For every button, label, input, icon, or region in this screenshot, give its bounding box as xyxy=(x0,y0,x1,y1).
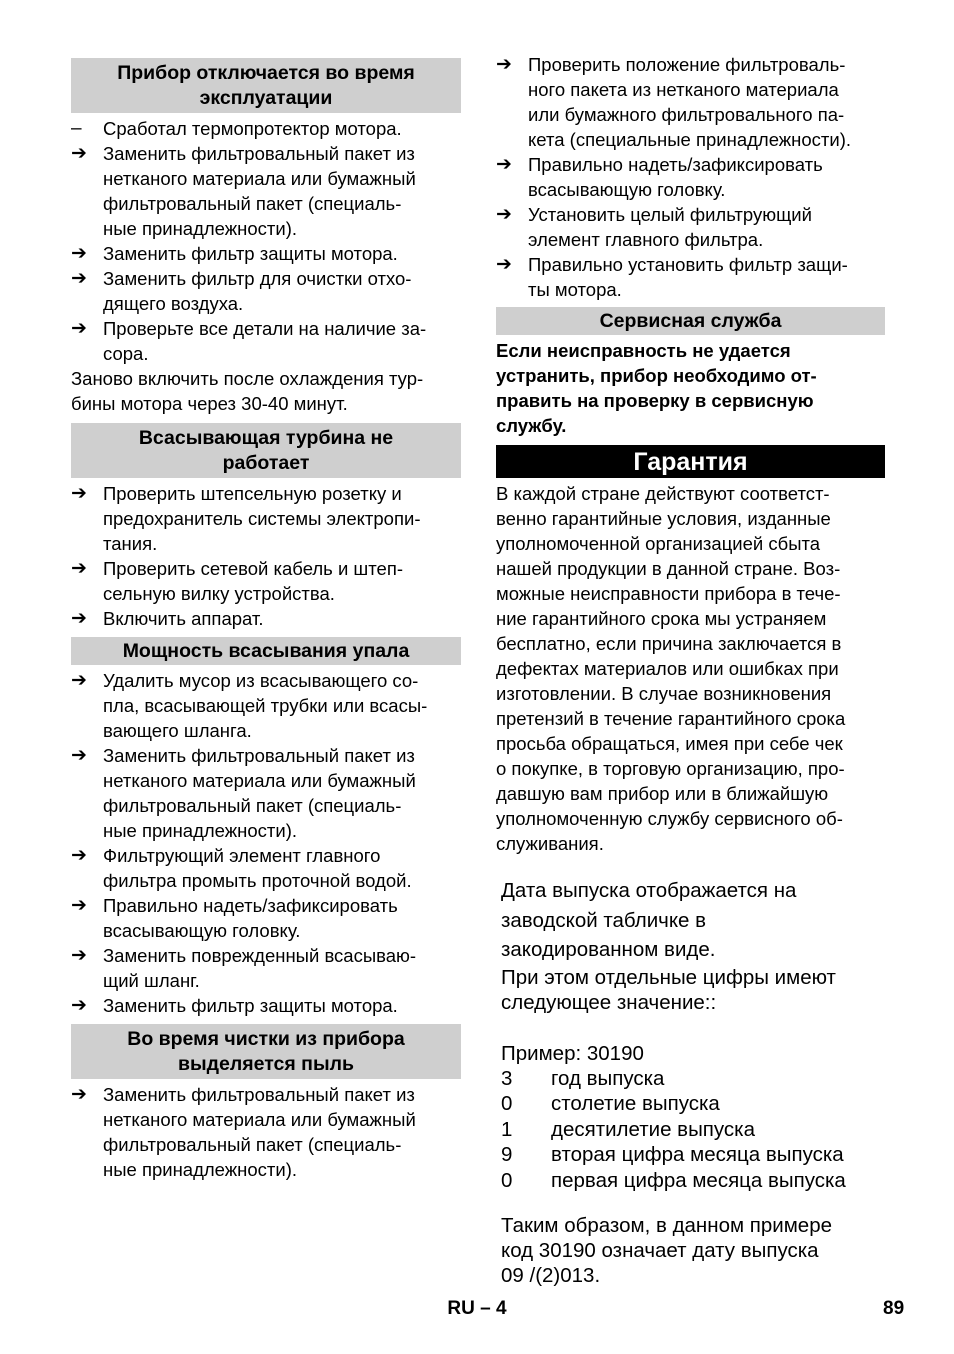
footer-section-label: RU – 4 xyxy=(447,1298,507,1319)
code-table xyxy=(501,1066,901,1194)
dash-marker: – xyxy=(71,118,82,139)
warranty-heading: Гарантия xyxy=(496,445,885,478)
arrow-icon: ➔ xyxy=(71,318,87,339)
arrow-icon: ➔ xyxy=(71,1084,87,1105)
list-item xyxy=(71,606,461,631)
list-item-text: Правильно надеть/зафиксировать всасывающую головку. xyxy=(528,154,823,200)
warranty-text: В каждой стране действуют соответст- венно гарантийные условия, изданные уполномоченной организацией сбыта нашей продукции в данной стране. Воз- можные неисправности прибора в тече- ние гарантийного срока мы устраняем бесплатно, если причина заключается в дефектах материалов или ошибках при изготовлении. В случае возникновения претензий в течение гарантийного срока просьба обращаться, имея при себе чек о покупке, в торговую организацию, про- давшую вам прибор или в ближайшую уполномоченную службу сервисного об- служивания. xyxy=(496,483,846,854)
code-digit: 1 xyxy=(501,1117,513,1141)
arrow-icon: ➔ xyxy=(71,243,87,264)
code-meaning: вторая цифра месяца выпуска xyxy=(551,1143,844,1166)
arrow-icon: ➔ xyxy=(71,608,87,629)
list-item-text: Проверьте все детали на наличие за- сора. xyxy=(103,318,427,364)
list-item xyxy=(71,993,461,1018)
list-item-text: Заменить фильтр защиты мотора. xyxy=(103,995,398,1016)
list-item xyxy=(71,266,461,316)
list-item-text: Заменить фильтр защиты мотора. xyxy=(103,243,398,264)
list-item-text: Правильно установить фильтр защи- ты мотора. xyxy=(528,254,848,300)
section-heading-suction-power xyxy=(71,637,461,665)
page-number: 89 xyxy=(883,1298,905,1319)
arrow-icon: ➔ xyxy=(496,154,512,175)
list-dust xyxy=(71,1082,461,1182)
arrow-icon: ➔ xyxy=(71,670,87,691)
date-code-block xyxy=(501,876,901,1288)
date-example: Пример: 30190 xyxy=(501,1041,644,1065)
arrow-icon: ➔ xyxy=(71,995,87,1016)
list-item-text: Установить целый фильтрующий элемент главного фильтра. xyxy=(528,204,812,250)
section-title: Прибор отключается во время эксплуатации xyxy=(117,62,415,109)
section-heading-dust xyxy=(71,1024,461,1079)
code-meaning: год выпуска xyxy=(551,1066,665,1090)
list-item xyxy=(71,481,461,556)
section-heading-switch-off xyxy=(71,58,461,113)
list-item xyxy=(71,668,461,743)
arrow-icon: ➔ xyxy=(496,204,512,225)
list-item-text: Заменить фильтр для очистки отхо- дящего воздуха. xyxy=(103,268,412,314)
list-item xyxy=(71,141,461,241)
arrow-icon: ➔ xyxy=(71,268,87,289)
date-conclusion: Таким образом, в данном примере код 30190 означает дату выпуска 09 /(2)013. xyxy=(501,1214,833,1287)
list-item-text: Проверить положение фильтроваль- ного пакета из нетканого материала или бумажного фильтровального па- кета (специальные принадлежности). xyxy=(528,54,852,150)
list-item xyxy=(71,843,461,893)
section-title: Мощность всасывания упала xyxy=(122,640,410,662)
list-item-text: Заменить фильтровальный пакет из нетканого материала или бумажный фильтровальный пакет (специаль- ные принадлежности). xyxy=(103,143,416,239)
list-item xyxy=(496,252,885,302)
code-meaning: десятилетие выпуска xyxy=(551,1117,755,1141)
arrow-icon: ➔ xyxy=(71,895,87,916)
list-item xyxy=(71,1082,461,1182)
list-item xyxy=(71,943,461,993)
list-turbine xyxy=(71,481,461,631)
section-heading-service xyxy=(496,307,885,335)
left-column xyxy=(71,58,461,1188)
service-text: Если неисправность не удается устранить, прибор необходимо от- править на проверку в сервисную службу. xyxy=(496,340,817,436)
list-item xyxy=(71,743,461,843)
list-item-text: Заменить фильтровальный пакет из нетканого материала или бумажный фильтровальный пакет (специаль- ные принадлежности). xyxy=(103,1084,416,1180)
date-meaning-intro: При этом отдельные цифры имеют следующее значение:: xyxy=(501,965,836,1014)
list-item xyxy=(71,316,461,366)
section-title: Сервисная служба xyxy=(599,310,782,332)
code-digit: 0 xyxy=(501,1092,513,1115)
arrow-icon: ➔ xyxy=(71,143,87,164)
code-digit: 3 xyxy=(501,1066,513,1090)
arrow-icon: ➔ xyxy=(496,54,512,75)
list-item xyxy=(71,116,461,141)
right-column xyxy=(496,52,885,863)
arrow-icon: ➔ xyxy=(71,745,87,766)
list-item xyxy=(71,556,461,606)
code-digit: 9 xyxy=(501,1143,513,1166)
note-restart: Заново включить после охлаждения тур- бины мотора через 30-40 минут. xyxy=(71,368,424,414)
section-title: Всасывающая турбина не работает xyxy=(138,427,394,474)
list-item-text: Включить аппарат. xyxy=(103,608,264,629)
arrow-icon: ➔ xyxy=(71,483,87,504)
section-heading-turbine xyxy=(71,423,461,478)
code-row xyxy=(501,1168,901,1194)
section-title: Во время чистки из прибора выделяется пыль xyxy=(127,1028,405,1075)
list-item-text: Заменить поврежденный всасываю- щий шланг. xyxy=(103,945,417,991)
list-item-text: Правильно надеть/зафиксировать всасывающую головку. xyxy=(103,895,398,941)
list-item xyxy=(496,202,885,252)
code-meaning: столетие выпуска xyxy=(551,1092,720,1115)
arrow-icon: ➔ xyxy=(71,845,87,866)
list-switch-off xyxy=(71,116,461,366)
code-row xyxy=(501,1066,901,1092)
list-item-text: Проверить штепсельную розетку и предохранитель системы электропи- тания. xyxy=(103,483,421,554)
arrow-icon: ➔ xyxy=(71,558,87,579)
list-item-text: Удалить мусор из всасывающего со- пла, всасывающей трубки или всасы- вающего шланга. xyxy=(103,670,428,741)
list-item-text: Проверить сетевой кабель и штеп- сельную вилку устройства. xyxy=(103,558,403,604)
list-item xyxy=(496,52,885,152)
code-meaning: первая цифра месяца выпуска xyxy=(551,1168,846,1192)
list-item-text: Фильтрующий элемент главного фильтра промыть проточной водой. xyxy=(103,845,412,891)
arrow-icon: ➔ xyxy=(71,945,87,966)
list-dust-continued xyxy=(496,52,885,302)
list-item-text: Сработал термопротектор мотора. xyxy=(103,118,402,139)
date-intro: Дата выпуска отображается на заводской табличке в закодированном виде. xyxy=(501,879,797,961)
list-item xyxy=(496,152,885,202)
list-item xyxy=(71,893,461,943)
code-row xyxy=(501,1142,901,1168)
arrow-icon: ➔ xyxy=(496,254,512,275)
list-item xyxy=(71,241,461,266)
list-item-text: Заменить фильтровальный пакет из нетканого материала или бумажный фильтровальный пакет (специаль- ные принадлежности). xyxy=(103,745,416,841)
list-suction-power xyxy=(71,668,461,1018)
code-row xyxy=(501,1117,901,1143)
code-row xyxy=(501,1091,901,1117)
code-digit: 0 xyxy=(501,1168,513,1192)
